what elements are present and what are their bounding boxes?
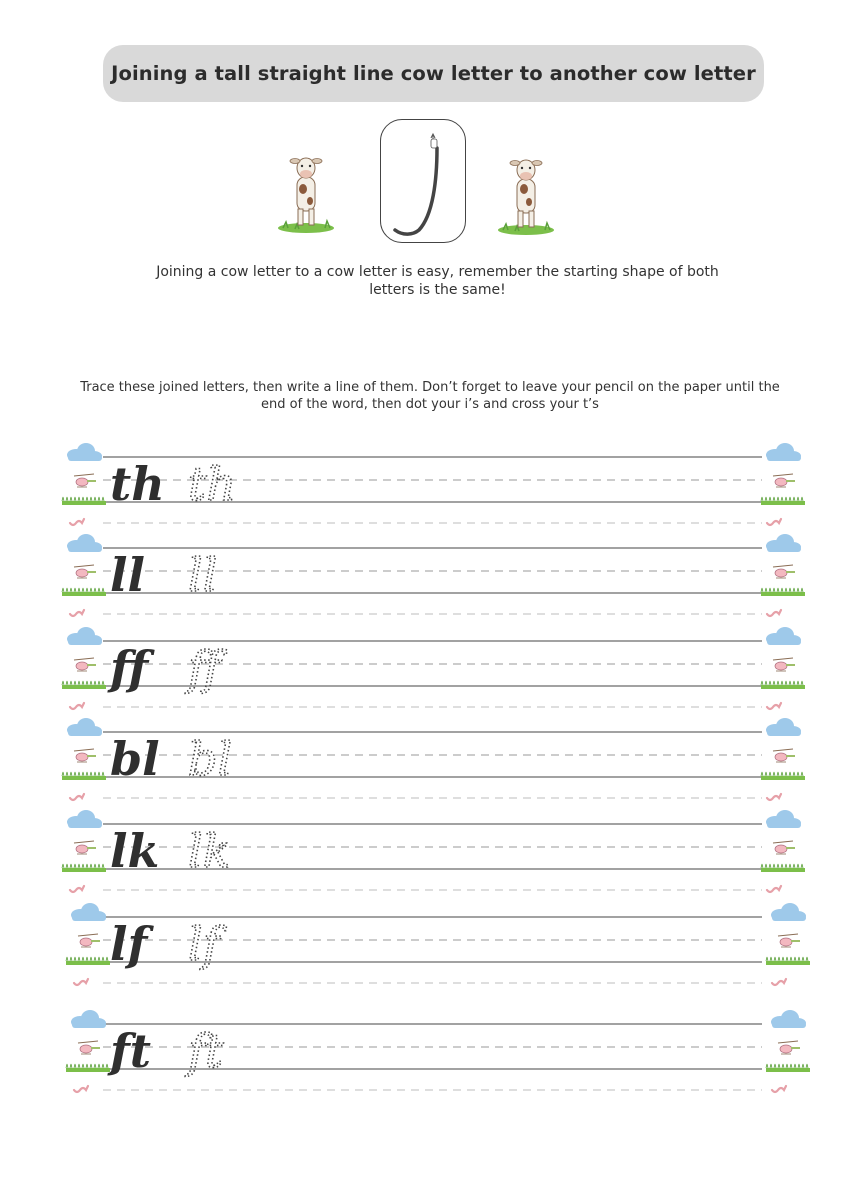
cloud-icon — [71, 1010, 106, 1028]
grass-icon — [62, 588, 106, 596]
trace-letters: th — [188, 457, 237, 511]
grass-icon — [62, 681, 106, 689]
helicopter-icon — [778, 1041, 800, 1054]
helicopter-icon — [78, 934, 100, 947]
cloud-icon — [766, 534, 801, 552]
helicopter-icon — [74, 658, 96, 671]
trace-letters: lf — [188, 917, 220, 971]
example-letters: th — [110, 457, 165, 511]
helicopter-icon — [74, 841, 96, 854]
helicopter-icon — [773, 474, 795, 487]
cloud-icon — [766, 627, 801, 645]
cloud-icon — [67, 443, 102, 461]
helicopter-icon — [773, 841, 795, 854]
worm-icon — [70, 703, 84, 709]
grass-icon — [761, 772, 805, 780]
practice-row — [62, 810, 805, 892]
cloud-icon — [67, 810, 102, 828]
trace-letters: lk — [188, 824, 231, 878]
grass-icon — [66, 1064, 110, 1072]
worm-icon — [767, 794, 781, 800]
example-letters: lf — [110, 917, 148, 971]
helicopter-icon — [773, 658, 795, 671]
grass-icon — [66, 957, 110, 965]
worm-icon — [74, 979, 88, 985]
worm-icon — [767, 519, 781, 525]
cloud-icon — [766, 443, 801, 461]
helicopter-icon — [74, 749, 96, 762]
grass-icon — [766, 1064, 810, 1072]
trace-letters: ll — [188, 548, 218, 602]
worm-icon — [74, 1086, 88, 1092]
worm-icon — [767, 886, 781, 892]
cloud-icon — [771, 903, 806, 921]
practice-row — [62, 534, 805, 616]
trace-letters: ff — [188, 641, 221, 695]
worm-icon — [767, 610, 781, 616]
helicopter-icon — [773, 565, 795, 578]
cloud-icon — [67, 534, 102, 552]
trace-letters: bl — [188, 732, 233, 786]
worm-icon — [772, 979, 786, 985]
worm-icon — [70, 610, 84, 616]
grass-icon — [62, 864, 106, 872]
example-letters: bl — [110, 732, 160, 786]
example-letters: ll — [110, 548, 145, 602]
cloud-icon — [771, 1010, 806, 1028]
grass-icon — [761, 588, 805, 596]
helicopter-icon — [74, 565, 96, 578]
instruction-text: Trace these joined letters, then write a line of them. Don’t forget to leave your pencil on the paper until the end of the word, then dot your i’s and cross your t’s — [80, 380, 780, 412]
practice-row — [66, 903, 810, 985]
grass-icon — [761, 681, 805, 689]
helicopter-icon — [778, 934, 800, 947]
grass-icon — [62, 497, 106, 505]
cloud-icon — [766, 718, 801, 736]
practice-row — [66, 1010, 810, 1092]
example-letters: ft — [110, 1024, 152, 1078]
cloud-icon — [766, 810, 801, 828]
example-letters: ff — [110, 641, 149, 695]
worm-icon — [767, 703, 781, 709]
helicopter-icon — [78, 1041, 100, 1054]
cloud-icon — [67, 718, 102, 736]
worm-icon — [70, 519, 84, 525]
grass-icon — [761, 864, 805, 872]
helicopter-icon — [773, 749, 795, 762]
practice-row — [62, 718, 805, 800]
helicopter-icon — [74, 474, 96, 487]
trace-letters: ft — [188, 1024, 224, 1078]
cloud-icon — [71, 903, 106, 921]
cloud-icon — [67, 627, 102, 645]
example-letters: lk — [110, 824, 160, 878]
practice-row — [62, 443, 805, 525]
intro-text: Joining a cow letter to a cow letter is easy, remember the starting shape of both letters is the same! — [156, 264, 719, 298]
grass-icon — [761, 497, 805, 505]
page-title: Joining a tall straight line cow letter to another cow letter — [111, 62, 756, 85]
worm-icon — [70, 886, 84, 892]
grass-icon — [62, 772, 106, 780]
grass-icon — [766, 957, 810, 965]
worm-icon — [70, 794, 84, 800]
worm-icon — [772, 1086, 786, 1092]
practice-row — [62, 627, 805, 709]
